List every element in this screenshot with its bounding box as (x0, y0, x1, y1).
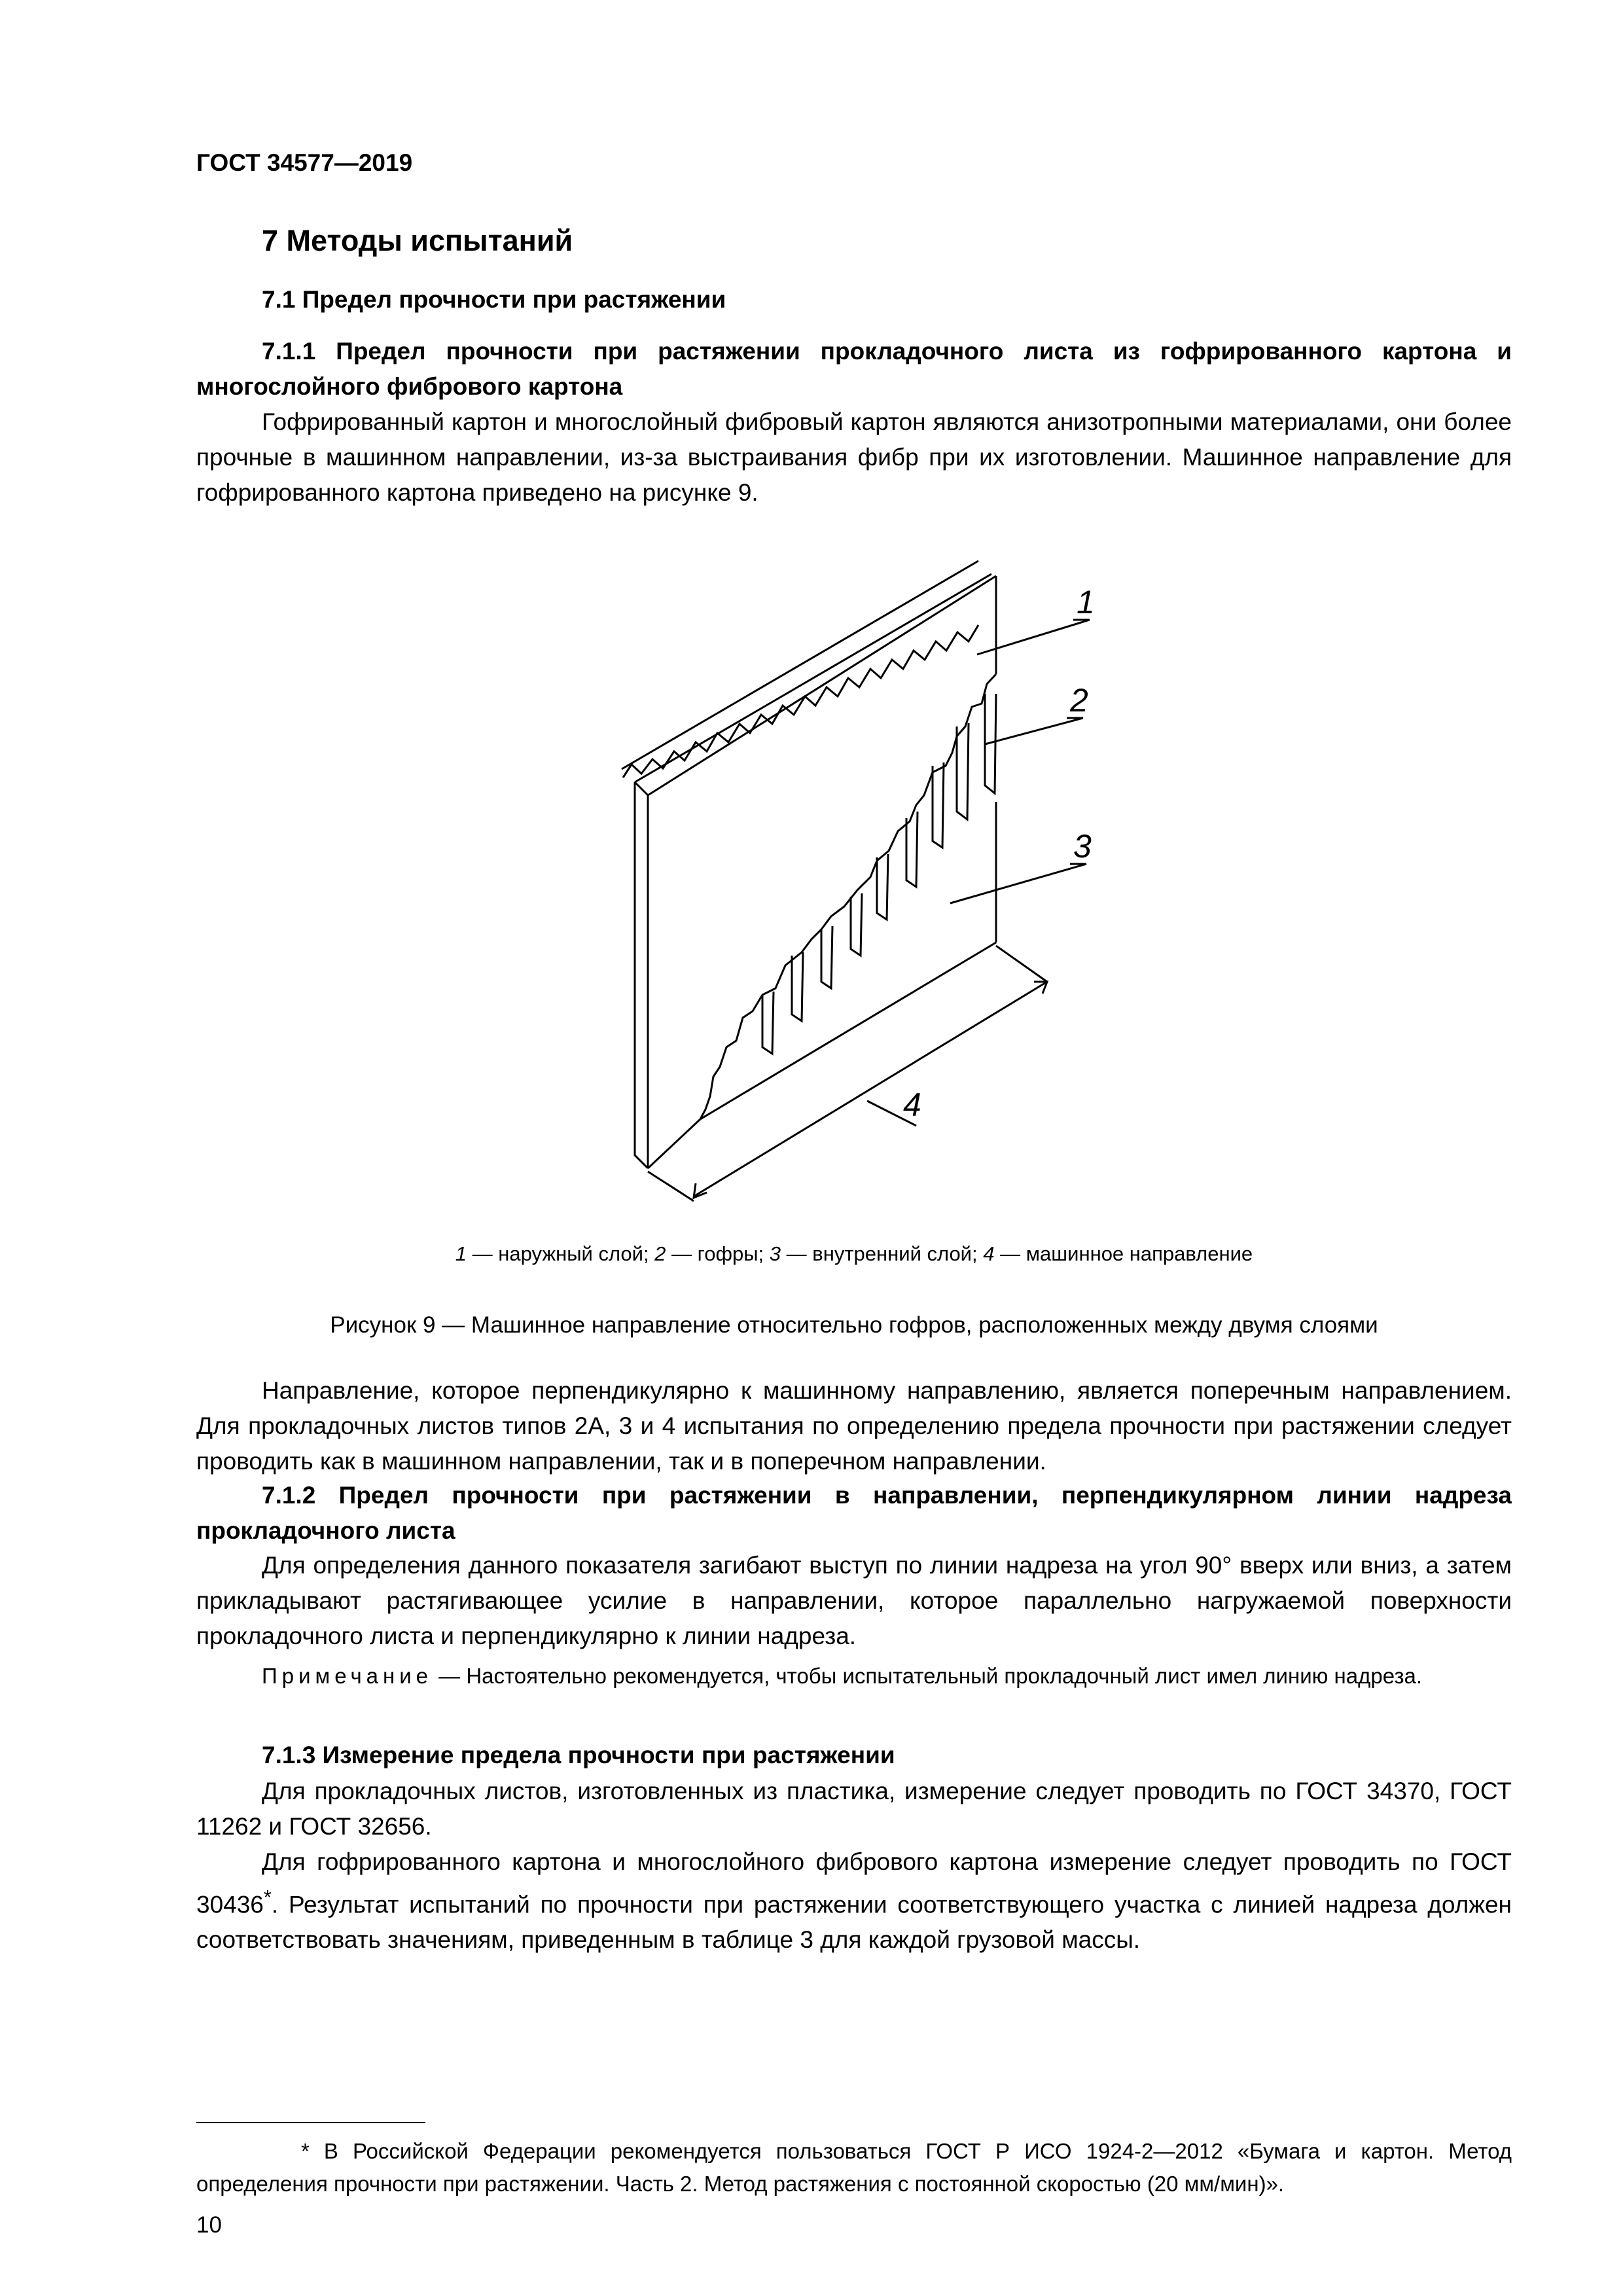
document-code: ГОСТ 34577—2019 (196, 149, 413, 176)
legend-text-3: — внутренний слой; (781, 1242, 984, 1265)
figure-label-4: 4 (903, 1086, 921, 1123)
subsection-7-1-2-title: 7.1.2 Предел прочности при растяжении в направлении, перпендикулярном линии надреза прокладочного листа (196, 1482, 1512, 1544)
note-text: — Настоятельно рекомендуется, чтобы испытательный прокладочный лист имел линию надреза. (433, 1664, 1423, 1688)
figure-label-3: 3 (1073, 828, 1092, 865)
paragraph-7-1-2: Для определения данного показателя загибают выступ по линии надреза на угол 90° вверх или вниз, а затем прикладывают растягивающее усилие в направлении, которое параллельно нагружаемой поверхности прокладочного листа и перпендикулярно к линии надреза. (196, 1552, 1512, 1649)
legend-text-2: — гофры; (666, 1242, 770, 1265)
page-number: 10 (196, 2212, 222, 2238)
legend-num-4: 4 (983, 1242, 995, 1265)
paragraph-7-1-3-b-part2: . Результат испытаний по прочности при растяжении соответствующего участка с линией надреза должен соответствовать значениям, приведенным в таблице 3 для каждой грузовой массы. (196, 1891, 1512, 1954)
legend-text-4: — машинное направление (994, 1242, 1253, 1265)
section-title: 7 Методы испытаний (262, 224, 573, 257)
legend-num-1: 1 (455, 1242, 467, 1265)
footnote: * В Российской Федерации рекомендуется пользоваться ГОСТ Р ИСО 1924-2—2012 «Бумага и картон. Метод определения прочности при растяжении. Часть 2. Метод растяжения с постоянной скоростью (20 мм/мин)». (196, 2139, 1512, 2196)
leader-lines (867, 620, 1090, 1126)
figure-legend (196, 1242, 1512, 1266)
figure-label-2: 2 (1070, 682, 1088, 719)
footnote-mark: * (263, 1886, 272, 1909)
subsection-7-1-1-title: 7.1.1 Предел прочности при растяжении прокладочного листа из гофрированного картона и многослойного фибрового картона (196, 338, 1512, 400)
board-outline (622, 561, 996, 1168)
paragraph-after-figure: Направление, которое перпендикулярно к машинному направлению, является поперечным направлением. Для прокладочных листов типов 2А, 3 и 4 испытания по определению предела прочности при растяжении следует проводить как в машинном направлении, так и в поперечном направлении. (196, 1377, 1512, 1475)
paragraph-7-1-3-b-part1: Для гофрированного картона и многослойного фибрового картона измерение следует проводить по ГОСТ 30436 (196, 1848, 1512, 1918)
subsection-7-1-3-title: 7.1.3 Измерение предела прочности при растяжении (262, 1742, 895, 1768)
paragraph-7-1-3-a: Для прокладочных листов, изготовленных из пластика, измерение следует проводить по ГОСТ 34370, ГОСТ 11262 и ГОСТ 32656. (196, 1778, 1512, 1840)
subsection-7-1-title: 7.1 Предел прочности при растяжении (262, 286, 726, 313)
legend-num-2: 2 (654, 1242, 666, 1265)
footnote-separator (196, 2122, 425, 2123)
figure-label-1: 1 (1077, 584, 1095, 620)
paragraph-7-1-1: Гофрированный картон и многослойный фибровый картон являются анизотропными материалами, они более прочные в машинном направлении, из-за выстраивания фибр при их изготовлении. Машинное направление для гофрированного картона приведено на рисунке 9. (196, 408, 1512, 506)
figure-corrugated-board (589, 550, 1113, 1237)
legend-text-1: — наружный слой; (467, 1242, 655, 1265)
dimension-machine-direction (648, 946, 1047, 1201)
note (196, 1659, 1512, 1693)
legend-num-3: 3 (769, 1242, 781, 1265)
figure-caption: Рисунок 9 — Машинное направление относительно гофров, расположенных между двумя слоями (330, 1312, 1378, 1338)
note-label: Примечание (262, 1664, 433, 1688)
paragraph-7-1-3-b (196, 1844, 1512, 1958)
